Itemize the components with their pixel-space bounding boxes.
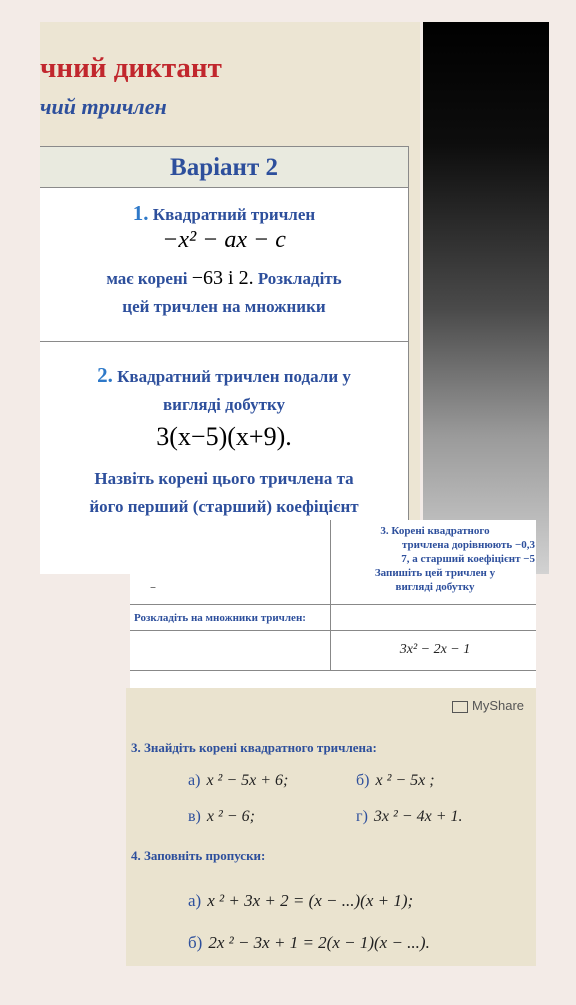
column-divider <box>330 520 331 670</box>
third-slide <box>126 688 536 966</box>
task2-line2: вигляді добутку <box>163 395 285 414</box>
item-g: г) 3x ² − 4x + 1. <box>356 808 463 825</box>
dark-gradient-panel <box>423 22 549 574</box>
watermark: MyShare <box>452 698 524 713</box>
slide-subtitle: чий тричлен <box>40 94 167 119</box>
first-slide <box>40 22 420 574</box>
task3-text: 3. Корені квадратного тричлена дорівнюють −0,3 7, а старший коефіцієнт −5 Запишіть цей тричлен у вигляді добутку <box>374 525 535 593</box>
fill-b: б) 2x ² − 3x + 1 = 2(x − 1)(x − ...). <box>188 933 430 952</box>
row-divider <box>130 630 536 631</box>
task1-roots: −63 і 2. <box>191 267 254 289</box>
factor-expression: 3x² − 2x − 1 <box>399 642 471 657</box>
task2-line4: Назвіть корені цього тричлена та <box>94 469 354 488</box>
task2-expression: 3(x−5)(x+9). <box>156 422 292 451</box>
task1-line3: має корені −63 і 2. Розкладіть <box>106 267 342 289</box>
variant-table <box>40 146 409 574</box>
item-b: б) x ² − 5x ; <box>356 772 435 789</box>
task2-number: 2. <box>97 363 113 387</box>
task1-cell <box>40 187 408 342</box>
task4-title: 4. Заповніть пропуски: <box>131 848 266 863</box>
dash-mark: – <box>150 580 156 594</box>
task3-title: 3. Знайдіть корені квадратного тричлена: <box>131 740 377 755</box>
row-divider <box>130 604 536 605</box>
variant-header: Варіант 2 <box>40 147 408 188</box>
task1-number: 1. <box>132 201 149 225</box>
item-a: а) x ² − 5x + 6; <box>188 772 289 789</box>
task1-line1: 1. Квадратний тричлен <box>132 201 316 225</box>
item-v: в) x ² − 6; <box>188 808 255 825</box>
task2-line1: 2. Квадратний тричлен подали у <box>97 363 351 387</box>
task1-expression: −x² − ax − c <box>162 227 286 253</box>
second-slide <box>130 520 536 695</box>
fill-a: а) x ² + 3x + 2 = (x − ...)(x + 1); <box>188 891 414 910</box>
task2-line5: його перший (старший) коефіцієнт <box>89 497 359 516</box>
task1-line4: цей тричлен на множники <box>122 297 326 316</box>
row-divider <box>130 670 536 671</box>
slide-title: чний диктант <box>40 52 222 84</box>
factor-label: Розкладіть на множники тричлен: <box>134 612 306 624</box>
share-icon <box>452 701 468 713</box>
